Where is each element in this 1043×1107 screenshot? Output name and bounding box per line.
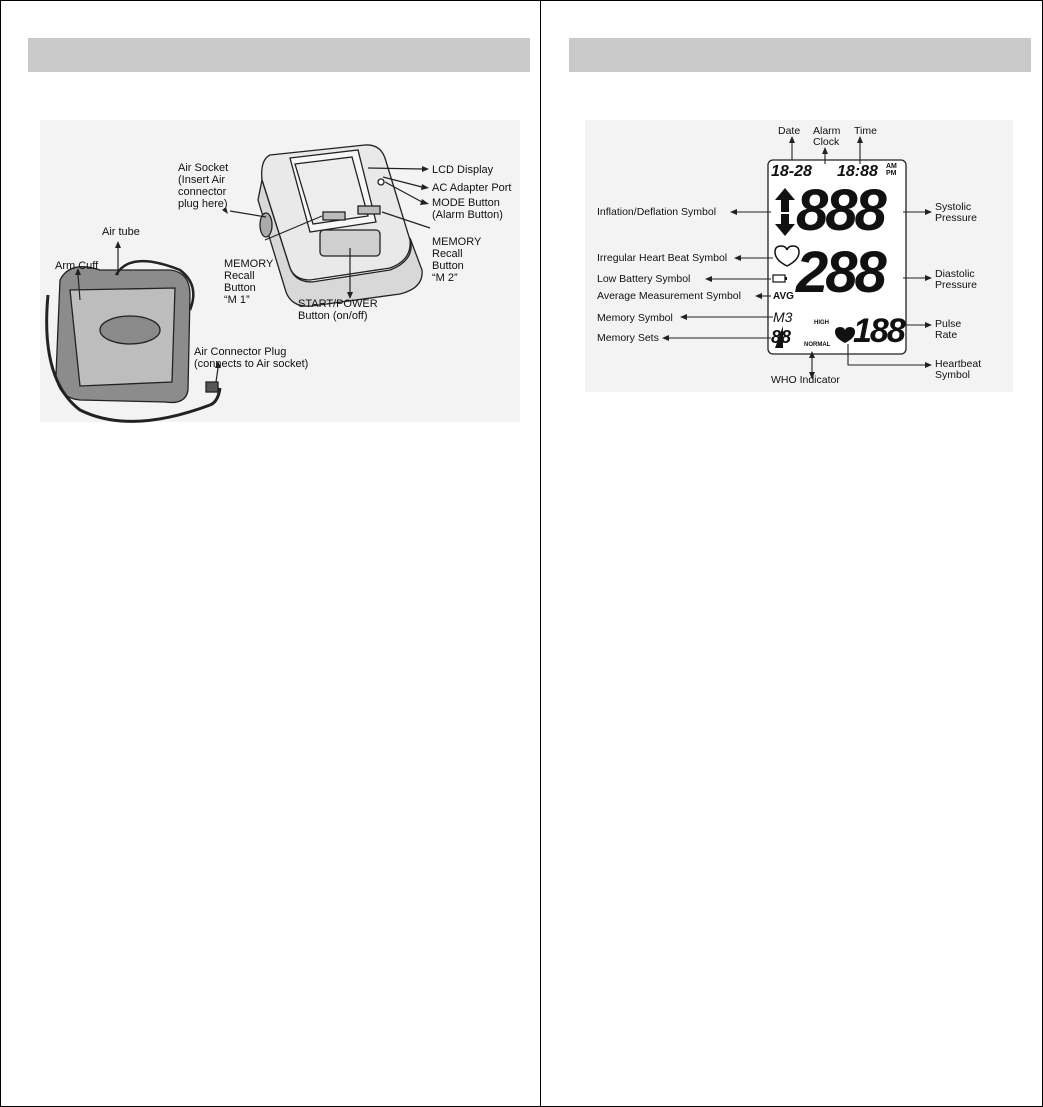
mode-button-label: MODE Button (432, 197, 500, 209)
lcd-pulse-digits: 188 (853, 312, 904, 350)
left-header-bar (28, 38, 530, 72)
device-diagram (40, 120, 520, 422)
who-label: WHO Indicator (771, 374, 840, 386)
lcd-display-label: LCD Display (432, 164, 494, 176)
memory-m1-label: MEMORY (224, 258, 274, 270)
systolic-label: Systolic (935, 201, 972, 213)
average-label: Average Measurement Symbol (597, 290, 741, 302)
right-header-bar (569, 38, 1031, 72)
heartbeat-label-2: Symbol (935, 369, 971, 381)
lcd-normal: NORMAL (804, 342, 831, 348)
ac-adapter-port-label: AC Adapter Port (432, 182, 512, 194)
memory-m2-label: MEMORY (432, 236, 482, 248)
alarm-label: Alarm (813, 125, 841, 137)
air-connector-label: Air Connector Plug (194, 346, 287, 358)
lcd-memory-sets: 88 (771, 327, 792, 347)
lcd-diastolic-digits: 288 (796, 240, 884, 305)
mode-button-label-sub: (Alarm Button) (432, 209, 503, 221)
pulse-label: Pulse (935, 318, 962, 330)
memory-m2-label-4: “M 2” (432, 272, 458, 284)
memory-sets-label: Memory Sets (597, 332, 659, 344)
page-divider (540, 0, 541, 1107)
lcd-systolic-digits: 888 (796, 178, 884, 243)
memory-m1-label-2: Recall (224, 270, 255, 282)
start-power-label-2: Button (on/off) (298, 310, 368, 322)
cuff-illustration (47, 261, 220, 421)
memory-m2-label-3: Button (432, 260, 464, 272)
memory-m2-label-2: Recall (432, 248, 463, 260)
air-socket-label-2: (Insert Air (178, 174, 226, 186)
lcd-time-digits: 18:88 (837, 163, 878, 180)
low-battery-label: Low Battery Symbol (597, 273, 691, 285)
start-power-label: START/POWER (298, 298, 378, 310)
arm-cuff-label: Arm Cuff (55, 260, 99, 272)
inflation-label: Inflation/Deflation Symbol (597, 206, 717, 218)
date-label: Date (778, 125, 801, 137)
alarm-label-2: Clock (813, 136, 840, 148)
lcd-pm: PM (886, 170, 897, 177)
memory-m1-label-4: “M 1” (224, 294, 250, 306)
memory-symbol-label: Memory Symbol (597, 312, 673, 324)
lcd-high: HIGH (814, 320, 829, 326)
systolic-label-2: Pressure (935, 212, 978, 224)
air-connector-label-2: (connects to Air socket) (194, 358, 309, 370)
diastolic-label-2: Pressure (935, 279, 978, 291)
diastolic-label: Diastolic (935, 268, 975, 280)
heartbeat-label: Heartbeat (935, 358, 982, 370)
pulse-label-2: Rate (935, 329, 958, 341)
air-tube-label: Air tube (102, 226, 140, 238)
lcd-memory-symbol: M3 (773, 309, 793, 325)
lcd-diagram (585, 120, 1013, 392)
memory-m1-label-3: Button (224, 282, 256, 294)
lcd-avg: AVG (773, 291, 794, 302)
lcd-date-digits: 18-28 (771, 163, 812, 180)
lcd-am: AM (886, 163, 897, 170)
irregular-label: Irregular Heart Beat Symbol (597, 252, 728, 264)
air-socket-label-4: plug here) (178, 198, 228, 210)
air-socket-label: Air Socket (178, 162, 229, 174)
air-socket-label-3: connector (178, 186, 227, 198)
time-label: Time (854, 125, 877, 137)
